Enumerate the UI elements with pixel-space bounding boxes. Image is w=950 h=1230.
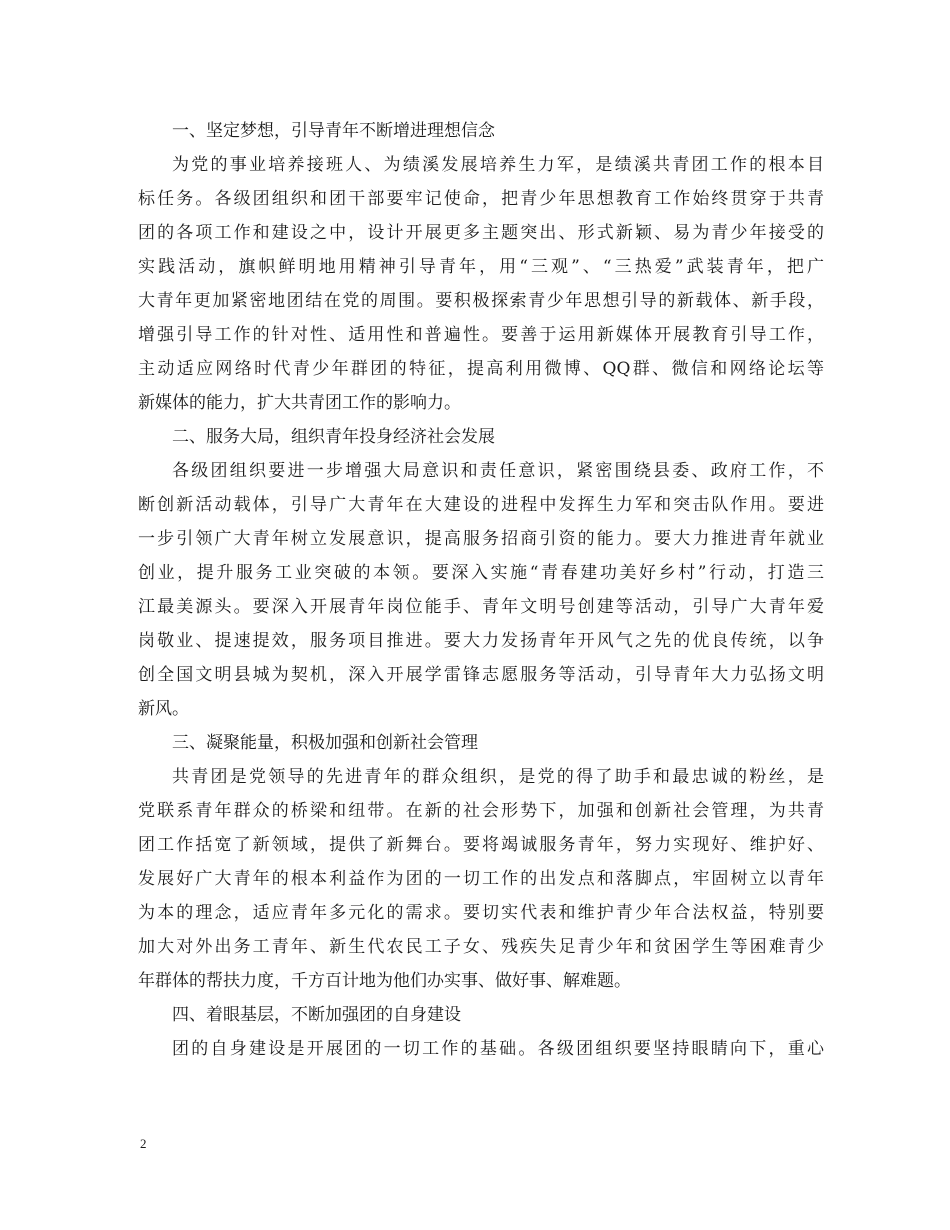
text-line: 共青团是党领导的先进青年的群众组织，是党的得了助手和最忠诚的粉丝，是 bbox=[172, 767, 824, 787]
text-line: 一步引领广大青年树立发展意识，提高服务招商引资的能力。要大力推进青年就业 bbox=[138, 529, 824, 549]
text-line: 团的自身建设是开展团的一切工作的基础。各级团组织要坚持眼睛向下，重心 bbox=[172, 1039, 824, 1059]
text-line: 江最美源头。要深入开展青年岗位能手、青年文明号创建等活动，引导广大青年爱 bbox=[138, 597, 824, 617]
text-line: 实践活动，旗帜鲜明地用精神引导青年，用“三观”、“三热爱”武装青年，把广 bbox=[138, 257, 824, 277]
text-line: 新风。 bbox=[138, 699, 189, 719]
text-line: 断创新活动载体，引导广大青年在大建设的进程中发挥生力军和突击队作用。要进 bbox=[138, 495, 824, 515]
text-line: 创业，提升服务工业突破的本领。要深入实施“青春建功美好乡村”行动，打造三 bbox=[138, 563, 824, 583]
text-line: 三、凝聚能量，积极加强和创新社会管理 bbox=[172, 733, 478, 753]
text-line: 团工作括宽了新领域，提供了新舞台。要将竭诚服务青年，努力实现好、维护好、 bbox=[138, 835, 824, 855]
text-line: 加大对外出务工青年、新生代农民工子女、残疾失足青少年和贫困学生等困难青少 bbox=[138, 937, 824, 957]
text-line: 年群体的帮扶力度，千方百计地为他们办实事、做好事、解难题。 bbox=[138, 971, 631, 991]
text-line: 党联系青年群众的桥梁和纽带。在新的社会形势下，加强和创新社会管理，为共青 bbox=[138, 801, 824, 821]
page-number: 2 bbox=[140, 1136, 147, 1151]
text-line: 标任务。各级团组织和团干部要牢记使命，把青少年思想教育工作始终贯穿于共青 bbox=[138, 189, 824, 209]
text-line: 一、坚定梦想，引导青年不断增进理想信念 bbox=[172, 121, 495, 141]
text-line: 二、服务大局，组织青年投身经济社会发展 bbox=[172, 427, 495, 447]
text-line: 为党的事业培养接班人、为绩溪发展培养生力军，是绩溪共青团工作的根本目 bbox=[172, 155, 824, 175]
text-line: 新媒体的能力，扩大共青团工作的影响力。 bbox=[138, 393, 461, 413]
text-line: 大青年更加紧密地团结在党的周围。要积极探索青少年思想引导的新载体、新手段， bbox=[138, 291, 824, 311]
text-line: 四、着眼基层，不断加强团的自身建设 bbox=[172, 1005, 461, 1025]
text-line: 发展好广大青年的根本利益作为团的一切工作的出发点和落脚点，牢固树立以青年 bbox=[138, 869, 824, 889]
text-line: 为本的理念，适应青年多元化的需求。要切实代表和维护青少年合法权益，特别要 bbox=[138, 903, 824, 923]
text-line: 创全国文明县城为契机，深入开展学雷锋志愿服务等活动，引导青年大力弘扬文明 bbox=[138, 665, 824, 685]
text-line: 主动适应网络时代青少年群团的特征，提高利用微博、QQ群、微信和网络论坛等 bbox=[138, 359, 824, 379]
text-line: 增强引导工作的针对性、适用性和普遍性。要善于运用新媒体开展教育引导工作， bbox=[138, 325, 824, 345]
document-body bbox=[138, 114, 824, 1066]
text-line: 岗敬业、提速提效，服务项目推进。要大力发扬青年开风气之先的优良传统，以争 bbox=[138, 631, 824, 651]
text-line: 团的各项工作和建设之中，设计开展更多主题突出、形式新颖、易为青少年接受的 bbox=[138, 223, 824, 243]
text-line: 各级团组织要进一步增强大局意识和责任意识，紧密围绕县委、政府工作，不 bbox=[172, 461, 824, 481]
